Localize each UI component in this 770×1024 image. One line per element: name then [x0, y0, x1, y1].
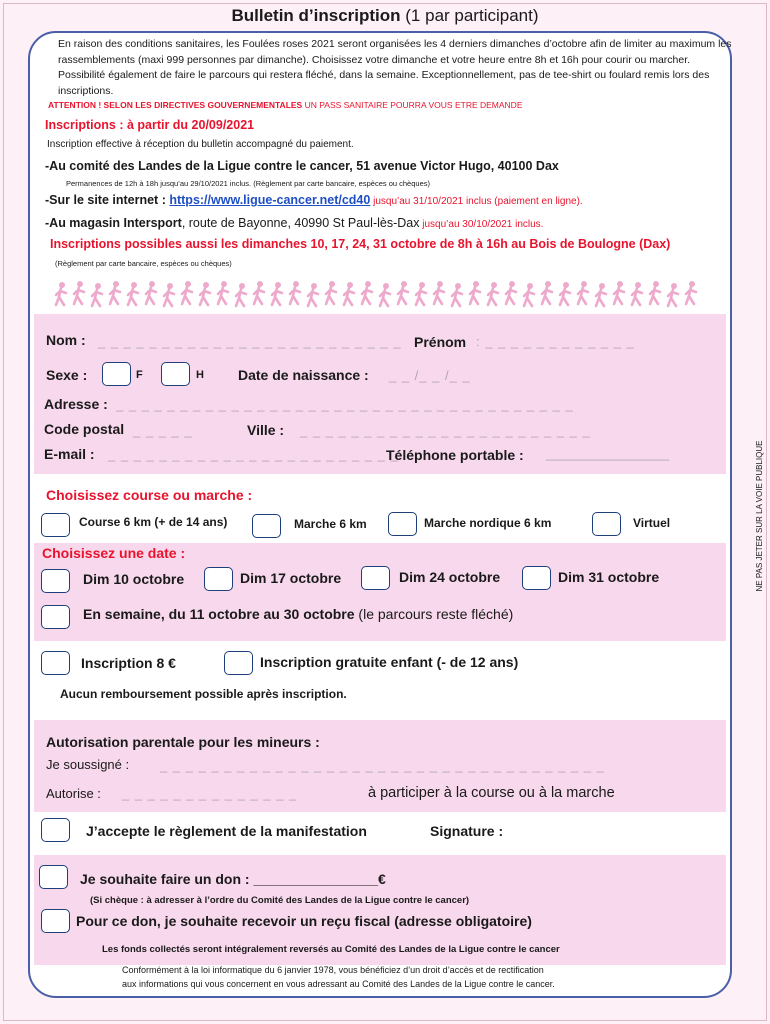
- autorise-label: Autorise :: [46, 786, 101, 801]
- naissance-label: Date de naissance :: [238, 367, 369, 383]
- magasin-line: -Au magasin Intersport, route de Bayonne, 40990 St Paul-lès-Dax jusqu’au 30/10/2021 inclus.: [45, 216, 544, 230]
- dim-24-label: Dim 24 octobre: [399, 569, 501, 585]
- nom-label: Nom :: [46, 332, 86, 348]
- dim-10-label: Dim 10 octobre: [83, 571, 185, 587]
- semaine-label: En semaine, du 11 octobre au 30 octobre (le parcours reste fléché): [83, 606, 514, 622]
- virtuel-label: Virtuel: [633, 516, 671, 530]
- soussigne-label: Je soussigné :: [46, 757, 130, 772]
- parental-heading: Autorisation parentale pour les mineurs :: [46, 734, 320, 750]
- virtuel-checkbox[interactable]: [592, 512, 621, 536]
- ville-field[interactable]: _ _ _ _ _ _ _ _ _ _ _ _ _ _ _ _ _ _ _ _ _ _ _: [300, 423, 591, 438]
- comite-note: Permanences de 12h à 18h jusqu’au 29/10/2021 inclus. (Règlement par carte bancaire, espèces ou chèques): [66, 179, 430, 188]
- runners-banner: [52, 278, 712, 308]
- dates-heading: Choisissez une date :: [42, 545, 186, 561]
- dim-31-label: Dim 31 octobre: [558, 569, 660, 585]
- prenom-label: Prénom: [414, 334, 467, 350]
- gratuite-label: Inscription gratuite enfant (- de 12 ans): [260, 654, 519, 670]
- dim-24-checkbox[interactable]: [361, 566, 390, 590]
- course-6km-label: Course 6 km (+ de 14 ans): [79, 515, 228, 529]
- soussigne-field[interactable]: _ _ _ _ _ _ _ _ _ _ _ _ _ _ _ _ _ _ _ _ _ _ _ _ _ _ _ _ _ _ _ _ _ _ _: [160, 758, 605, 773]
- tel-field[interactable]: _________________: [546, 446, 669, 461]
- sexe-h-label: H: [196, 369, 204, 381]
- signature-label: Signature :: [430, 823, 504, 839]
- tel-label: Téléphone portable :: [386, 447, 524, 463]
- gratuite-checkbox[interactable]: [224, 651, 253, 675]
- marche-nordique-label: Marche nordique 6 km: [424, 516, 552, 530]
- dim-10-checkbox[interactable]: [41, 569, 70, 593]
- remboursement-note: Aucun remboursement possible après inscription.: [60, 687, 347, 701]
- footer-line-1: Conformément à la loi informatique du 6 janvier 1978, vous bénéficiez d’un droit d’accès et de rectification: [122, 965, 544, 975]
- bois-note: (Règlement par carte bancaire, espèces ou chèques): [55, 259, 232, 268]
- intro-text: En raison des conditions sanitaires, les Foulées roses 2021 seront organisées les 4 derniers dimanches d’octobre afin de limiter au maximum les rassemblements (maxi 999 personnes par dimanche). Choisissez votre dimanche et votre heure entre 8h et 16h pour courir ou marcher. Possibilité également de faire le parcours qui restera fléché, dans la semaine. Exceptionnellement, pas de tee-shirt ou foulard remis lors des inscriptions.: [58, 38, 732, 97]
- inscriptions-heading: Inscriptions : à partir du 20/09/2021: [45, 118, 255, 132]
- don-label[interactable]: Je souhaite faire un don : ________________€: [80, 871, 386, 887]
- naissance-field[interactable]: _ _ /_ _ /_ _: [389, 368, 471, 383]
- footer-line-2: aux informations qui vous concernent en vous adressant au Comité des Landes de la Ligue contre le cancer.: [122, 979, 555, 989]
- sexe-label: Sexe :: [46, 367, 88, 383]
- reglement-checkbox[interactable]: [41, 818, 70, 842]
- cheque-note: (Si chèque : à adresser à l’ordre du Comité des Landes de la Ligue contre le cancer): [90, 895, 470, 906]
- sexe-f-label: F: [136, 369, 143, 381]
- cp-label: Code postal: [44, 421, 125, 437]
- don-checkbox[interactable]: [39, 865, 68, 889]
- inscription-note: Inscription effective à réception du bulletin accompagné du paiement.: [47, 139, 354, 150]
- semaine-checkbox[interactable]: [41, 605, 70, 629]
- recu-checkbox[interactable]: [41, 909, 70, 933]
- ville-label: Ville :: [247, 422, 285, 438]
- sexe-f-checkbox[interactable]: [102, 362, 131, 386]
- adresse-field[interactable]: _ _ _ _ _ _ _ _ _ _ _ _ _ _ _ _ _ _ _ _ _ _ _ _ _ _ _ _ _ _ _ _ _ _ _ _: [116, 397, 574, 412]
- bois-line: Inscriptions possibles aussi les dimanches 10, 17, 24, 31 octobre de 8h à 16h au Bois de Boulogne (Dax): [50, 237, 671, 251]
- prenom-field[interactable]: : _ _ _ _ _ _ _ _ _ _ _ _: [476, 334, 635, 349]
- marche-6km-label: Marche 6 km: [294, 517, 367, 531]
- comite-line: -Au comité des Landes de la Ligue contre le cancer, 51 avenue Victor Hugo, 40100 Dax: [45, 159, 559, 173]
- site-line: -Sur le site internet : https://www.ligue-cancer.net/cd40 jusqu’au 31/10/2021 inclus (paiement en ligne).: [45, 193, 583, 207]
- sexe-h-checkbox[interactable]: [161, 362, 190, 386]
- email-field[interactable]: _ _ _ _ _ _ _ _ _ _ _ _ _ _ _ _ _ _ _ _ _ _ _: [108, 447, 399, 462]
- fonds-note: Les fonds collectés seront intégralement reversés au Comité des Landes de la Ligue contre le cancer: [102, 944, 560, 955]
- inscription-8-label: Inscription 8 €: [81, 655, 176, 671]
- dim-17-checkbox[interactable]: [204, 567, 233, 591]
- nom-field[interactable]: _ _ _ _ _ _ _ _ _ _ _ _ _ _ _ _ _ _ _ _ _ _ _ _: [98, 334, 402, 349]
- marche-nordique-checkbox[interactable]: [388, 512, 417, 536]
- dim-31-checkbox[interactable]: [522, 566, 551, 590]
- participer-text: à participer à la course ou à la marche: [368, 785, 615, 801]
- recu-label: Pour ce don, je souhaite recevoir un reçu fiscal (adresse obligatoire): [76, 913, 532, 929]
- inscription-8-checkbox[interactable]: [41, 651, 70, 675]
- adresse-label: Adresse :: [44, 396, 108, 412]
- site-link[interactable]: https://www.ligue-cancer.net/cd40: [169, 193, 371, 207]
- email-label: E-mail :: [44, 446, 95, 462]
- reglement-label: J’accepte le règlement de la manifestation: [86, 823, 367, 839]
- page-title: Bulletin d’inscription (1 par participant): [231, 6, 539, 25]
- cp-field[interactable]: _ _ _ _ _: [133, 423, 193, 438]
- course-heading: Choisissez course ou marche :: [46, 487, 253, 503]
- course-6km-checkbox[interactable]: [41, 513, 70, 537]
- autorise-field[interactable]: _ _ _ _ _ _ _ _ _ _ _ _ _ _: [122, 786, 298, 801]
- attention-note: ATTENTION ! SELON LES DIRECTIVES GOUVERNEMENTALES UN PASS SANITAIRE POURRA VOUS ETRE DEMANDE: [48, 100, 523, 110]
- marche-6km-checkbox[interactable]: [252, 514, 281, 538]
- dim-17-label: Dim 17 octobre: [240, 570, 342, 586]
